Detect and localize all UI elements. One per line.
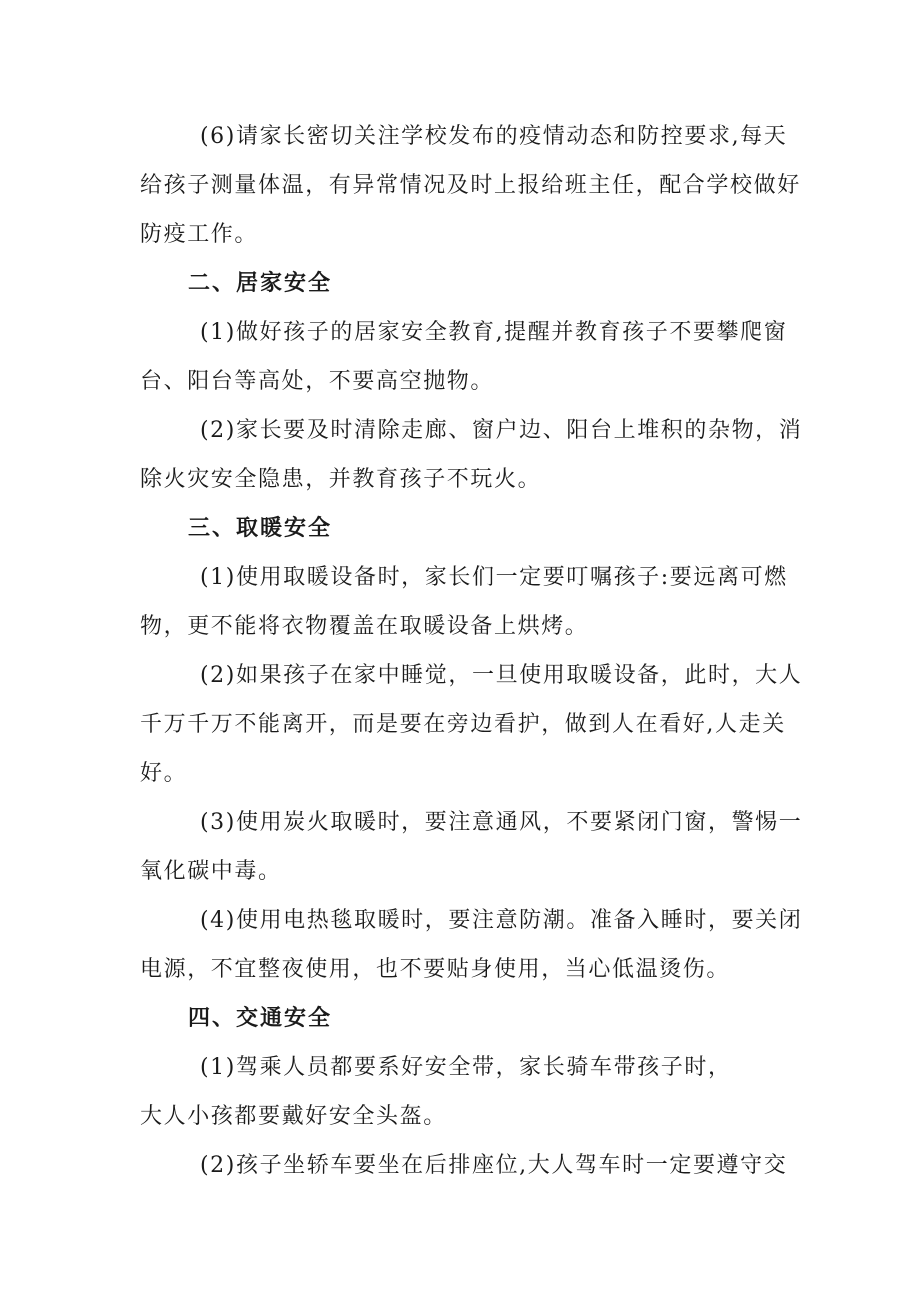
section-heading-traffic-safety: 四、交通安全	[188, 1006, 333, 1031]
paragraph-heating-1	[140, 553, 788, 651]
section-heading-home-safety: 二、居家安全	[188, 271, 333, 296]
paragraph-traffic-1	[140, 1043, 782, 1141]
paragraph-line: (2)孩子坐轿车要坐在后排座位,大人驾车时一定要遵守交	[200, 1153, 788, 1178]
paragraph-line: 好。	[140, 761, 188, 786]
paragraph-line: (2)如果孩子在家中睡觉，一旦使用取暖设备，此时，大人	[200, 663, 803, 688]
paragraph-heating-4	[140, 896, 803, 994]
paragraph-home-2	[140, 406, 803, 504]
paragraph-line: (4)使用电热毯取暖时，要注意防潮。准备入睡时，要关闭	[200, 908, 803, 933]
paragraph-line: (6)请家长密切关注学校发布的疫情动态和防控要求,每天	[200, 124, 788, 149]
paragraph-line: 电源，不宜整夜使用，也不要贴身使用，当心低温烫伤。	[140, 957, 731, 982]
paragraph-home-1	[140, 308, 788, 406]
paragraph-line: 防疫工作。	[140, 222, 259, 247]
paragraph-line: 氧化碳中毒。	[140, 859, 282, 884]
paragraph-line: 大人小孩都要戴好安全头盔。	[140, 1104, 447, 1129]
paragraph-line: 给孩子测量体温，有异常情况及时上报给班主任，配合学校做好	[140, 173, 801, 198]
paragraph-line: 物，更不能将衣物覆盖在取暖设备上烘烤。	[140, 614, 589, 639]
paragraph-traffic-2	[140, 1141, 788, 1190]
document-body	[140, 112, 803, 1190]
paragraph-line: (1)驾乘人员都要系好安全带，家长骑车带孩子时，	[200, 1055, 732, 1080]
section-heading-heating-safety: 三、取暖安全	[188, 516, 333, 541]
paragraph-epidemic-6	[140, 112, 801, 259]
paragraph-line: 除火灾安全隐患，并教育孩子不玩火。	[140, 467, 542, 492]
paragraph-heating-3	[140, 798, 803, 896]
paragraph-line: 千万千万不能离开，而是要在旁边看护，做到人在看好,人走关	[140, 712, 786, 737]
paragraph-heating-2	[140, 651, 803, 798]
paragraph-line: 台、阳台等高处，不要高空抛物。	[140, 369, 495, 394]
paragraph-line: (1)使用取暖设备时，家长们一定要叮嘱孩子:要远离可燃	[200, 565, 788, 590]
paragraph-line: (3)使用炭火取暖时，要注意通风，不要紧闭门窗，警惕一	[200, 810, 803, 835]
paragraph-line: (2)家长要及时清除走廊、窗户边、阳台上堆积的杂物，消	[200, 418, 803, 443]
paragraph-line: (1)做好孩子的居家安全教育,提醒并教育孩子不要攀爬窗	[200, 320, 788, 345]
